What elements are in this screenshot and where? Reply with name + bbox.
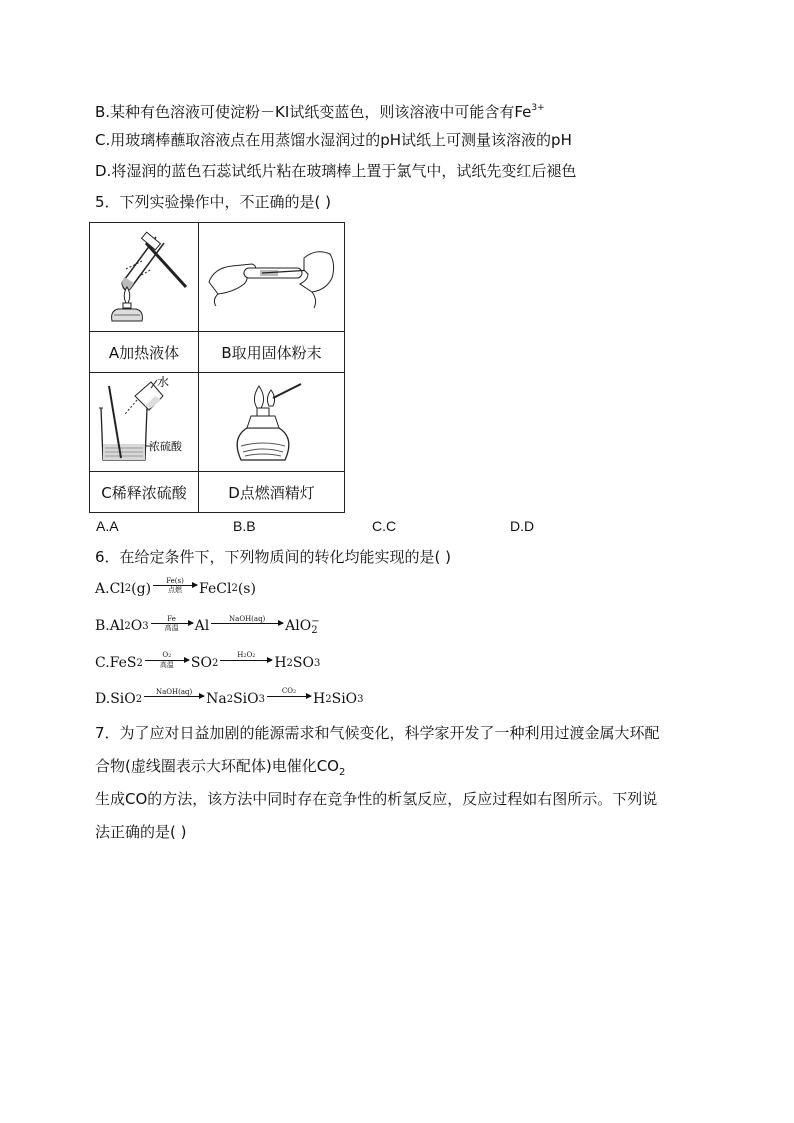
reaction-arrow: Fe 高温 [151,615,193,632]
reaction-arrow: H2O2 [220,651,272,669]
q5-experiment-table [89,222,345,513]
q6-stem: 6．在给定条件下，下列物质间的转化均能实现的是( ) [95,548,452,566]
q4-option-b-text: B.某种有色溶液可使淀粉－KI试纸变蓝色，则该溶液中可能含有Fe [95,103,532,121]
q5-option-b: B.B [233,518,256,534]
q6-option-c: C. FeS 2 O2 高温 SO 2 H2O2 H 2 SO 3 [95,651,321,671]
reaction-arrow: CO2 [267,687,311,705]
reaction-arrow: NaOH(aq) [211,615,283,632]
q5-image-a-cell [90,223,199,332]
reaction-arrow: O2 高温 [145,651,189,669]
q7-line-1: 7．为了应对日益加剧的能源需求和气候变化，科学家开发了一种利用过渡金属大环配 [95,724,660,742]
reaction-arrow: Fe(s) 点燃 [153,577,197,594]
q7-line-3: 生成CO的方法，该方法中同时存在竞争性的析氢反应，反应过程如右图所示。下列说 [95,790,658,808]
q6-option-d: D. SiO 2 NaOH(aq) Na 2 SiO 3 CO2 H 2 SiO 3 [95,687,364,707]
q7-line-4: 法正确的是( ) [95,823,187,841]
q5-option-a: A.A [96,518,119,534]
q5-image-c-cell [90,373,199,472]
q5-label-b: B取用固体粉末 [199,332,345,373]
q6-option-b: B. Al 2 O 3 Fe 高温 Al NaOH(aq) AlO − 2 [95,614,320,636]
lighting-lamp-illustration [217,376,327,464]
q4-option-d: D.将湿润的蓝色石蕊试纸片粘在玻璃棒上置于氯气中，试纸先变红后褪色 [95,162,577,180]
q5-option-c: C.C [372,518,397,534]
q5-label-a: A加热液体 [90,332,199,373]
heating-liquid-illustration [94,225,194,325]
reaction-arrow: NaOH(aq) [144,688,204,705]
q5-stem: 5．下列实验操作中，不正确的是( ) [95,193,332,211]
q5-image-b-cell [199,223,345,332]
q6-option-a: A. Cl 2 (g) Fe(s) 点燃 FeCl 2 (s) [95,577,256,597]
q4-option-c: C.用玻璃棒蘸取溶液点在用蒸馏水湿润过的pH试纸上可测量该溶液的pH [95,131,572,149]
q5-image-d-cell [199,373,345,472]
q5-option-d: D.D [510,518,535,534]
q4-option-b-superscript: 3+ [531,103,545,113]
water-label: 水 [157,375,170,389]
q5-label-c: C稀释浓硫酸 [90,472,199,513]
powder-transfer-illustration [204,230,339,320]
q5-label-d: D点燃酒精灯 [199,472,345,513]
q7-line-2: 合物(虚线圈表示大环配体)电催化$CO_2$ [95,757,346,778]
q4-option-b [95,98,545,122]
dilute-acid-illustration [91,374,197,466]
acid-label: 浓硫酸 [149,440,182,453]
